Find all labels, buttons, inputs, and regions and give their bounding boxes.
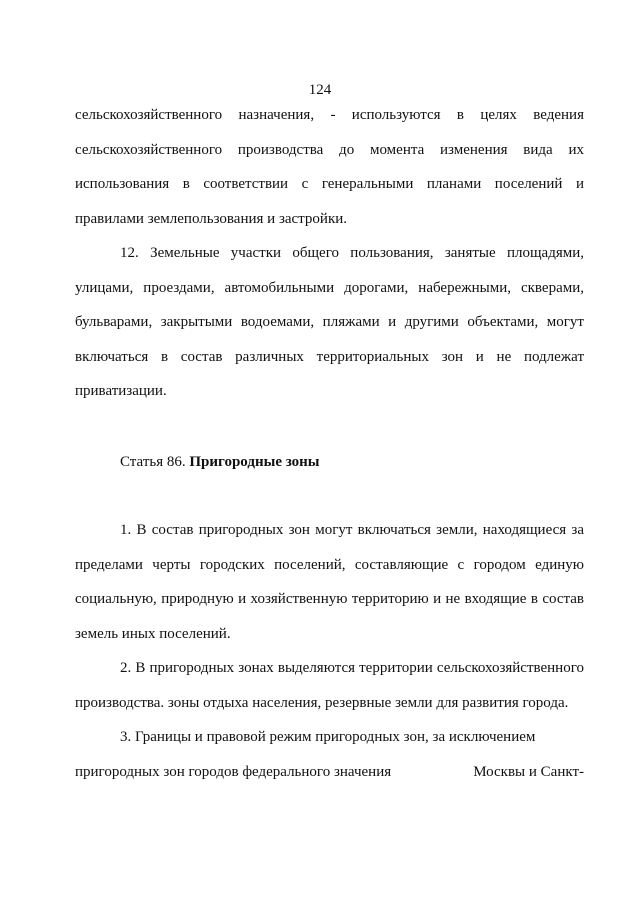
article-paragraph-2: 2. В пригородных зонах выделяются территории сельскохозяйственного производства. зоны отдыха населения, резервные земли для развития города. — [75, 660, 584, 711]
paragraph-continuation: сельскохозяйственного назначения, - используются в целях ведения сельскохозяйственного производства до момента изменения вида их использования в соответствии с генеральными планами поселений и правилами землепользования и застройки. — [75, 107, 584, 227]
text-fragment: Москвы и Санкт- — [473, 763, 584, 780]
article-paragraph-3: 3. Границы и правовой режим пригородных зон, за исключением — [120, 729, 536, 745]
page-number: 124 — [308, 82, 332, 98]
article-paragraph-3-continuation — [75, 755, 584, 790]
spacer — [75, 479, 584, 513]
article-paragraph-1: 1. В состав пригородных зон могут включаться земли, находящиеся за пределами черты городских поселений, составляющие с городом единую социальную, природную и хозяйственную территорию и не входящие в состав земель иных поселений. — [75, 522, 584, 642]
article-title: Пригородные зоны — [189, 453, 320, 470]
document-body — [75, 98, 584, 789]
article-heading — [75, 445, 584, 480]
article-label: Статья 86. — [120, 453, 186, 470]
spacer — [75, 409, 584, 445]
paragraph-12: 12. Земельные участки общего пользования, занятые площадями, улицами, проездами, автомобильными дорогами, набережными, скверами, бульварами, закрытыми водоемами, пляжами и другими объектами, могут включаться в состав различных территориальных зон и не подлежат приватизации. — [75, 245, 584, 399]
text-fragment: пригородных зон городов федерального значения — [75, 763, 392, 780]
